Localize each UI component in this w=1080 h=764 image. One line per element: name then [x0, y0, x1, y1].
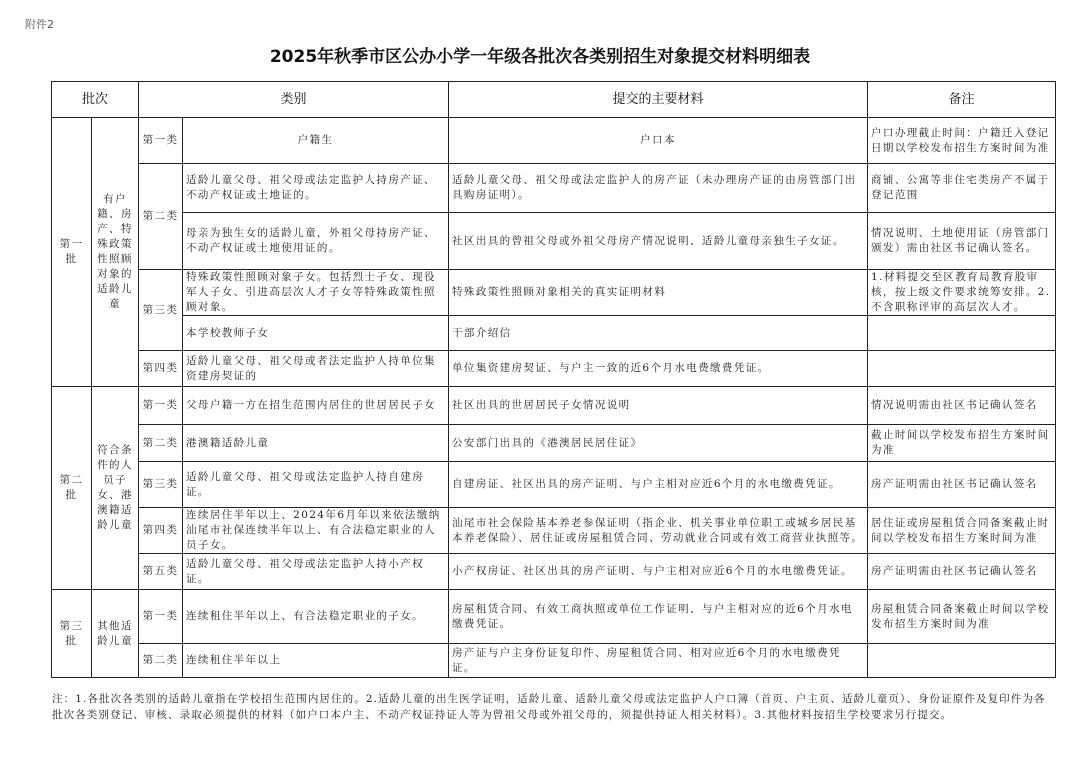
- header-remarks: 备注: [868, 82, 1056, 118]
- remarks-cell: [868, 351, 1056, 387]
- batch-name: 第三批: [52, 590, 92, 678]
- materials-cell: 房产证与户主身份证复印件、房屋租赁合同、相对应近6个月的水电缴费凭证。: [449, 644, 868, 678]
- table-row: [52, 462, 1056, 508]
- materials-cell: 适龄儿童父母、祖父母或法定监护人的房产证（未办理房产证的由房管部门出具购房证明）。: [449, 164, 868, 213]
- attachment-label: 附件2: [25, 18, 54, 31]
- class-label: 第四类: [139, 508, 183, 554]
- table-row: [52, 554, 1056, 590]
- batch-condition: 其他适龄儿童: [92, 590, 139, 678]
- object-cell: 适龄儿童父母、祖父母或法定监护人持自建房证。: [183, 462, 449, 508]
- table-row: [52, 590, 1056, 644]
- materials-cell: 社区出具的曾祖父母或外祖父母房产情况说明、适龄儿童母亲独生子女证。: [449, 213, 868, 270]
- object-cell: 适龄儿童父母、祖父母或法定监护人持房产证、不动产权证或土地证的。: [183, 164, 449, 213]
- materials-cell: 汕尾市社会保险基本养老参保证明（指企业、机关事业单位职工或城乡居民基本养老保险）、居住证或房屋租赁合同、劳动就业合同或有效工商营业执照等。: [449, 508, 868, 554]
- materials-cell: 单位集资建房契证、与户主一致的近6个月水电费缴费凭证。: [449, 351, 868, 387]
- document-title: 2025年秋季市区公办小学一年级各批次各类别招生对象提交材料明细表: [269, 47, 811, 67]
- remarks-cell: 房产证明需由社区书记确认签名: [868, 554, 1056, 590]
- object-cell: 特殊政策性照顾对象子女。包括烈士子女、现役军人子女、引进高层次人才子女等特殊政策性照顾对象。: [183, 270, 449, 316]
- materials-cell: 户口本: [449, 118, 868, 164]
- table-row: [52, 213, 1056, 270]
- object-cell: 户籍生: [183, 118, 449, 164]
- table-row: [52, 316, 1056, 351]
- batch-condition: 有户籍、房产、特殊政策性照顾对象的适龄儿童: [92, 118, 139, 387]
- object-cell: 母亲为独生女的适龄儿童，外祖父母持房产证、不动产权证或土地使用证的。: [183, 213, 449, 270]
- object-cell: 连续居住半年以上、2024年6月年以来依法缴纳汕尾市社保连续半年以上、有合法稳定职业的人员子女。: [183, 508, 449, 554]
- remarks-cell: 商铺、公寓等非住宅类房产不属于登记范围: [868, 164, 1056, 213]
- header-category: 类别: [139, 82, 449, 118]
- class-label: 第三类: [139, 270, 183, 351]
- materials-table: [51, 81, 1056, 678]
- object-cell: 连续租住半年以上: [183, 644, 449, 678]
- materials-cell: 房屋租赁合同、有效工商执照或单位工作证明、与户主相对应的近6个月水电缴费凭证。: [449, 590, 868, 644]
- table-row: [52, 387, 1056, 425]
- object-cell: 连续租住半年以上、有合法稳定职业的子女。: [183, 590, 449, 644]
- class-label: 第五类: [139, 554, 183, 590]
- table-row: [52, 508, 1056, 554]
- class-label: 第一类: [139, 387, 183, 425]
- remarks-cell: 户口办理截止时间：户籍迁入登记日期以学校发布招生方案时间为准: [868, 118, 1056, 164]
- materials-cell: 小产权房证、社区出具的房产证明、与户主相对应近6个月的水电缴费凭证。: [449, 554, 868, 590]
- remarks-cell: 情况说明需由社区书记确认签名: [868, 387, 1056, 425]
- remarks-cell: [868, 316, 1056, 351]
- footnote: 注：1.各批次各类别的适龄儿童指在学校招生范围内居住的。2.适龄儿童的出生医学证明，适龄儿童、适龄儿童父母或法定监护人户口簿（首页、户主页、适龄儿童页）、身份证原件及复印件为各批次各类别登记、审核、录取必须提供的材料（如户口本户主、不动产权证持证人等为曾祖父母或外祖父母的，须提供持证人相关材料）。3.其他材料按招生学校要求另行提交。: [52, 693, 1046, 721]
- batch-condition: 符合条件的人员子女、港澳籍适龄儿童: [92, 387, 139, 590]
- table-row: [52, 425, 1056, 462]
- materials-cell: 特殊政策性照顾对象相关的真实证明材料: [449, 270, 868, 316]
- remarks-cell: 居住证或房屋租赁合同备案截止时间以学校发布招生方案时间为准: [868, 508, 1056, 554]
- remarks-cell: [868, 644, 1056, 678]
- batch-name: 第一批: [52, 118, 92, 387]
- table-row: [52, 118, 1056, 164]
- table-row: [52, 164, 1056, 213]
- class-label: 第二类: [139, 425, 183, 462]
- materials-cell: 公安部门出具的《港澳居民居住证》: [449, 425, 868, 462]
- object-cell: 适龄儿童父母、祖父母或者法定监护人持单位集资建房契证的: [183, 351, 449, 387]
- class-label: 第一类: [139, 118, 183, 164]
- class-label: 第二类: [139, 644, 183, 678]
- header-materials: 提交的主要材料: [449, 82, 868, 118]
- table-row: [52, 270, 1056, 316]
- class-label: 第一类: [139, 590, 183, 644]
- remarks-cell: 情况说明、土地使用证（房管部门颁发）需由社区书记确认签名。: [868, 213, 1056, 270]
- remarks-cell: 截止时间以学校发布招生方案时间为准: [868, 425, 1056, 462]
- object-cell: 父母户籍一方在招生范围内居住的世居居民子女: [183, 387, 449, 425]
- header-batch: 批次: [52, 82, 139, 118]
- class-label: 第三类: [139, 462, 183, 508]
- remarks-cell: 房产证明需由社区书记确认签名: [868, 462, 1056, 508]
- class-label: 第四类: [139, 351, 183, 387]
- batch-name: 第二批: [52, 387, 92, 590]
- object-cell: 港澳籍适龄儿童: [183, 425, 449, 462]
- remarks-cell: 房屋租赁合同备案截止时间以学校发布招生方案时间为准: [868, 590, 1056, 644]
- materials-cell: 干部介绍信: [449, 316, 868, 351]
- object-cell: 适龄儿童父母、祖父母或法定监护人持小产权证。: [183, 554, 449, 590]
- materials-cell: 自建房证、社区出具的房产证明、与户主相对应近6个月的水电缴费凭证。: [449, 462, 868, 508]
- table-row: [52, 644, 1056, 678]
- class-label: 第二类: [139, 164, 183, 270]
- table-header-row: [52, 82, 1056, 118]
- object-cell: 本学校教师子女: [183, 316, 449, 351]
- remarks-cell: 1.材料提交至区教育局教育股审核，按上级文件要求统筹安排。2.不含职称评审的高层次人才。: [868, 270, 1056, 316]
- table-row: [52, 351, 1056, 387]
- materials-cell: 社区出具的世居居民子女情况说明: [449, 387, 868, 425]
